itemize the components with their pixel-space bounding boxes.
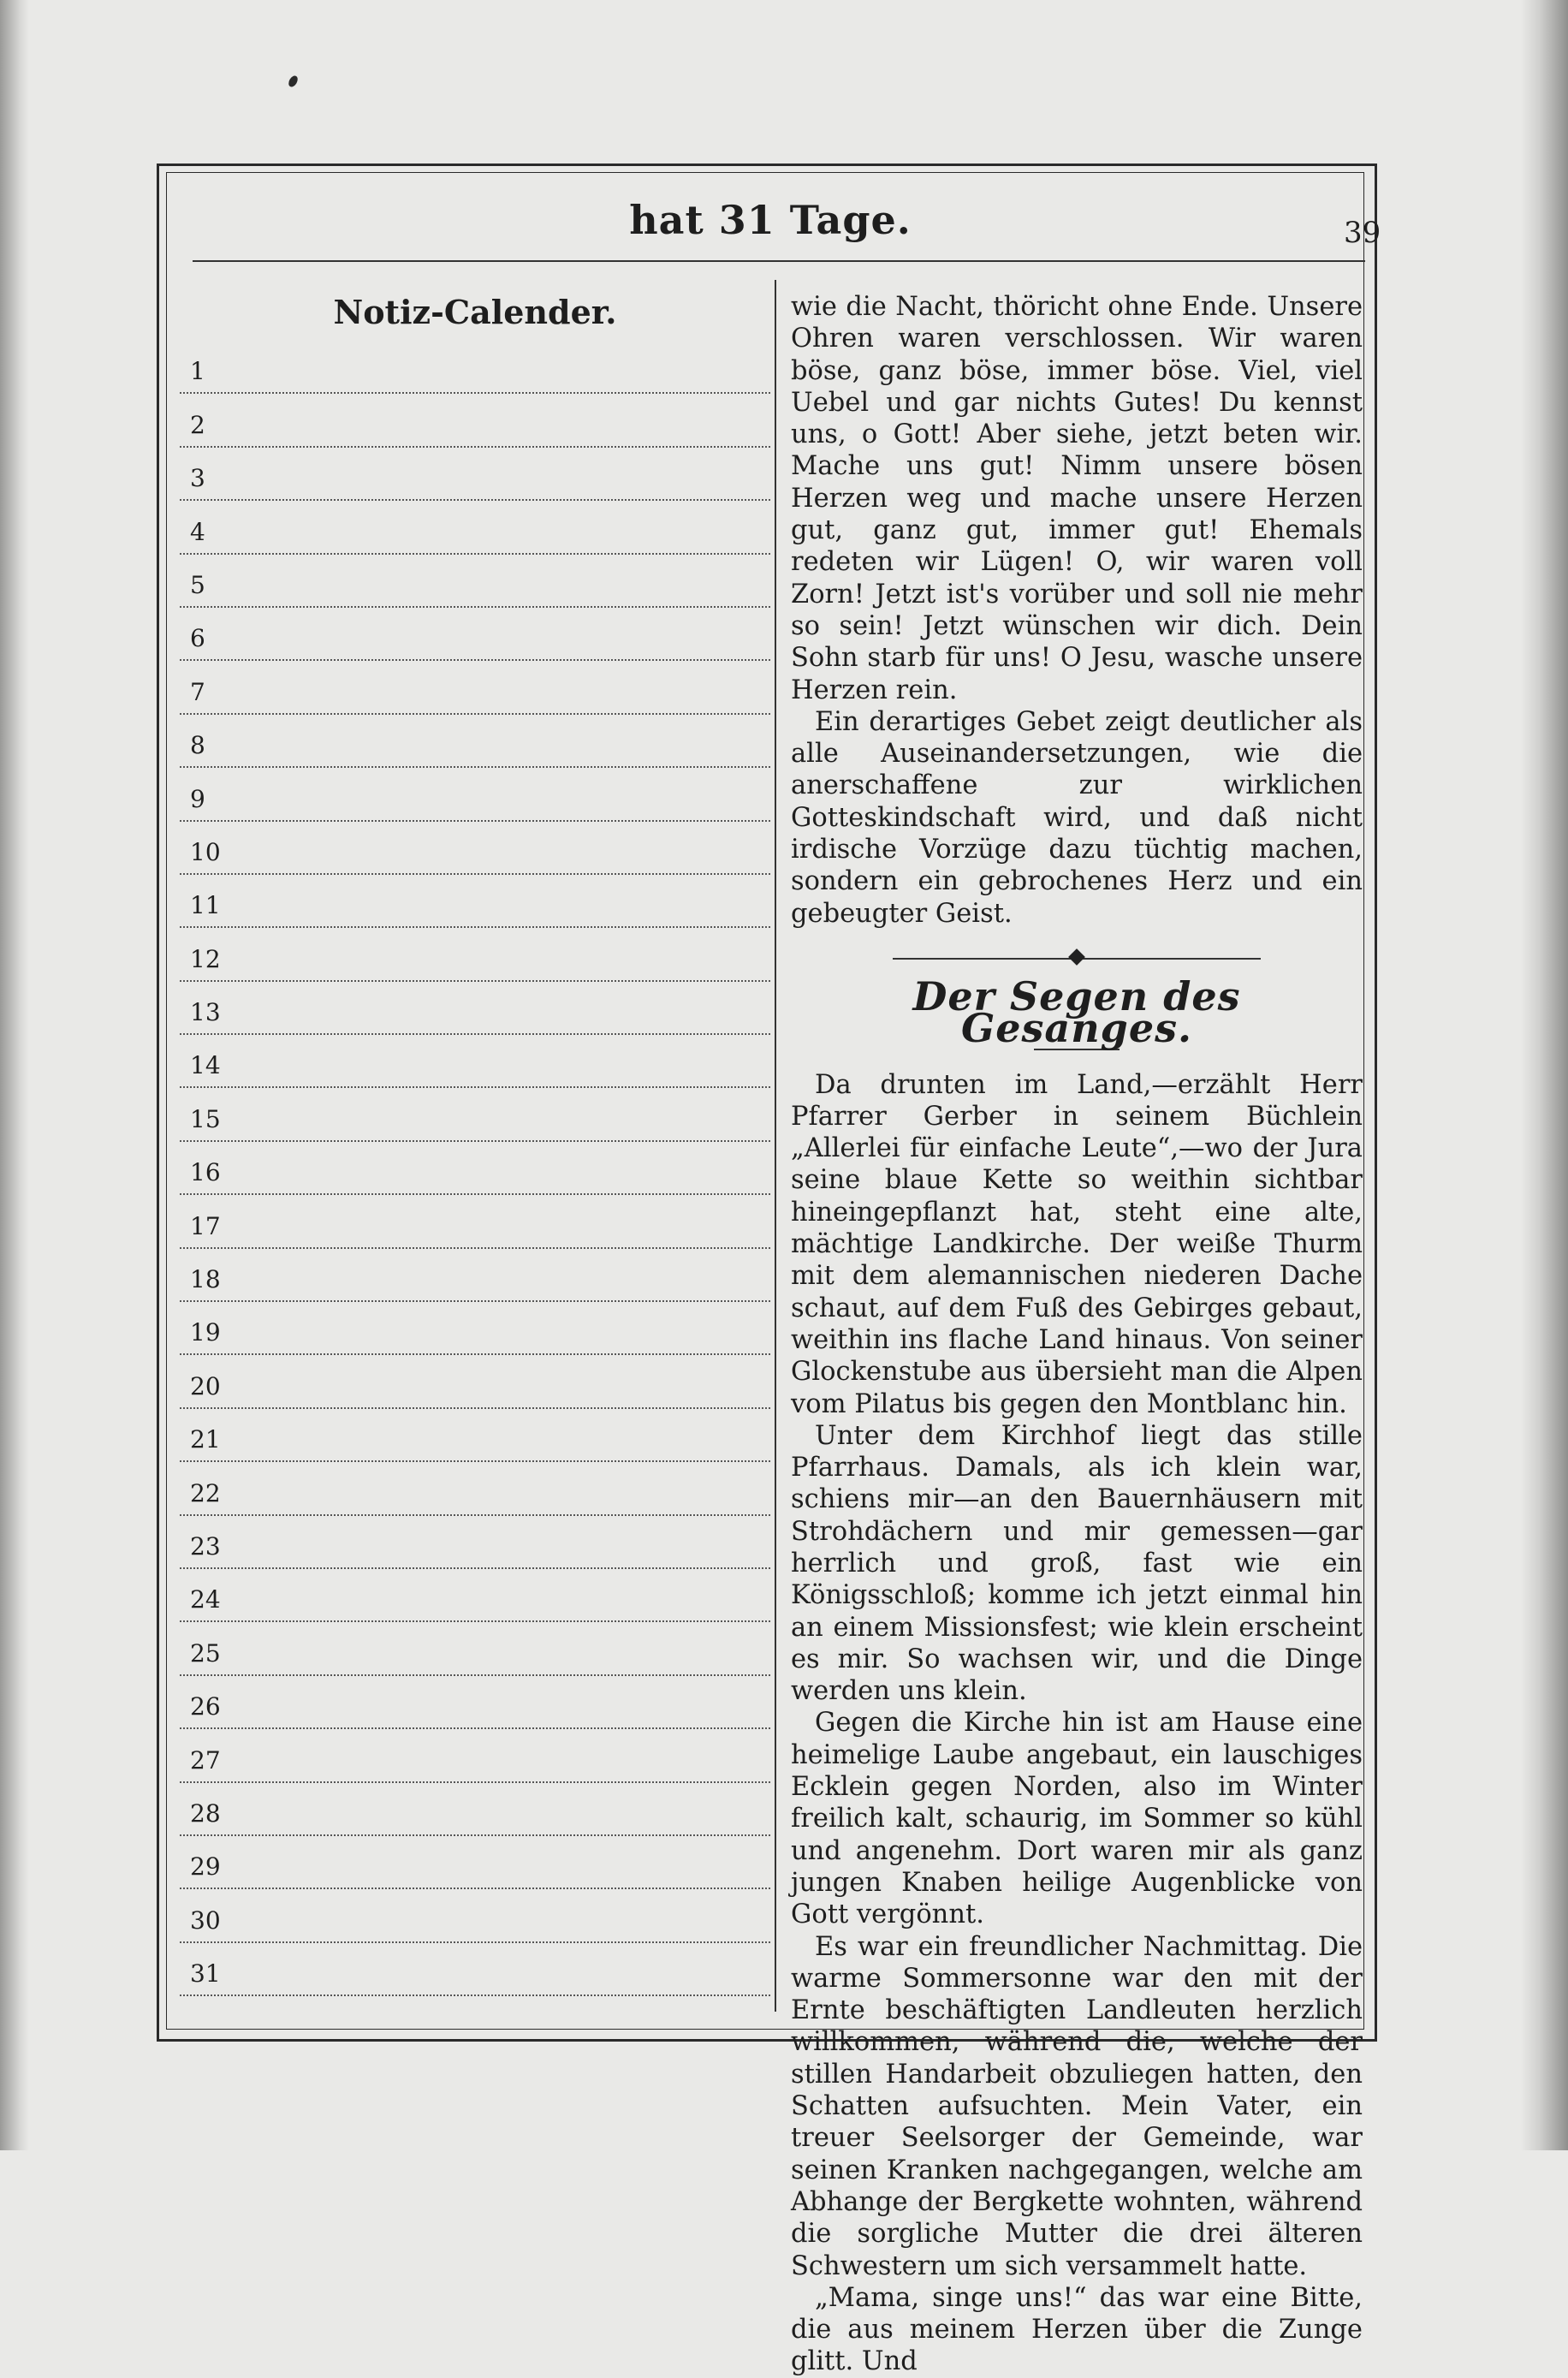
- day-number: 7: [190, 677, 205, 706]
- day-number: 8: [190, 731, 205, 760]
- day-row: [180, 1889, 770, 1942]
- day-number: 25: [190, 1638, 221, 1668]
- day-number: 14: [190, 1051, 221, 1080]
- article-column: [791, 291, 1363, 2378]
- day-row: [180, 1569, 770, 1622]
- day-row: [180, 928, 770, 981]
- day-number: 1: [190, 357, 205, 386]
- day-row: [180, 1035, 770, 1088]
- day-number: 16: [190, 1158, 221, 1187]
- running-head: hat 31 Tage.: [629, 197, 912, 243]
- day-number: 13: [190, 998, 221, 1027]
- day-row: [180, 394, 770, 447]
- day-number: 18: [190, 1265, 221, 1294]
- day-number: 30: [190, 1905, 221, 1935]
- body-paragraph: Gegen die Kirche hin ist am Hause eine heimelige Laube angebaut, ein lauschiges Ecklein gegen Norden, also im Winter freilich kalt, schaurig, im Sommer so kühl und angenehm. Dort waren mir als ganz jungen Knaben heilige Augenblicke von Gott vergönnt.: [791, 1708, 1363, 1930]
- body-paragraph: Unter dem Kirchhof liegt das stille Pfarrhaus. Damals, als ich klein war, schiens mir—an den Bauernhäusern mit Strohdächern und mir gemessen—gar herrlich und groß, fast wie ein Königsschloß; komme ich jetzt einmal hin an einem Missionsfest; wie klein erscheint es mir. So wachsen wir, und die Dinge werden uns klein.: [791, 1420, 1363, 1707]
- day-row: [180, 608, 770, 661]
- day-number: 26: [190, 1692, 221, 1721]
- day-row: [180, 1729, 770, 1782]
- day-row: [180, 1142, 770, 1195]
- day-number: 4: [190, 517, 205, 546]
- day-row: [180, 555, 770, 608]
- day-row: [180, 1088, 770, 1141]
- day-number: 20: [190, 1371, 221, 1400]
- scan-edge-right: [1521, 0, 1568, 2150]
- day-number: 12: [190, 944, 221, 973]
- day-rows: [180, 341, 770, 1996]
- notiz-calendar-heading: Notiz-Calender.: [333, 293, 617, 331]
- day-row: [180, 501, 770, 554]
- page-number: 39: [1344, 216, 1381, 250]
- day-row: [180, 1249, 770, 1302]
- day-row: [180, 875, 770, 928]
- day-number: 29: [190, 1852, 221, 1882]
- day-number: 2: [190, 410, 205, 439]
- day-number: 10: [190, 837, 221, 866]
- day-number: 24: [190, 1585, 221, 1614]
- day-number: 11: [190, 891, 221, 920]
- day-number: 6: [190, 624, 205, 653]
- day-row: [180, 1676, 770, 1729]
- body-paragraph: Da drunten im Land,—erzählt Herr Pfarrer Gerber in seinem Büchlein „Allerlei für einfache Leute“,—wo der Jura seine blaue Kette so weithin sichtbar hineingepflanzt hat, steht eine alte, mächtige Landkirche. Der weiße Thurm mit dem alemannischen niederen Dache schaut, auf dem Fuß des Gebirges gebaut, weithin ins flache Land hinaus. Von seiner Glockenstube aus übersieht man die Alpen vom Pilatus bis gegen den Montblanc hin.: [791, 1069, 1363, 1419]
- day-number: 9: [190, 784, 205, 813]
- ink-speck: [287, 74, 300, 89]
- day-row: [180, 1783, 770, 1836]
- day-number: 27: [190, 1745, 221, 1775]
- day-row: [180, 715, 770, 768]
- day-number: 17: [190, 1211, 221, 1240]
- day-row: [180, 1943, 770, 1996]
- day-row: [180, 1195, 770, 1248]
- body-paragraph: Es war ein freundlicher Nachmittag. Die warme Sommersonne war den mit der Ernte beschäftigten Landleuten herzlich willkommen, während die, welche der stillen Handarbeit obzuliegen hatten, den Schatten aufsuchten. Mein Vater, ein treuer Seelsorger der Gemeinde, war seinen Kranken nachgegangen, welche am Abhange der Bergkette wohnten, während die sorgliche Mutter die drei älteren Schwestern um sich versammelt hatte.: [791, 1931, 1363, 2281]
- day-row: [180, 1836, 770, 1889]
- day-number: 31: [190, 1959, 221, 1989]
- day-row: [180, 768, 770, 821]
- day-row: [180, 1462, 770, 1515]
- day-number: 15: [190, 1104, 221, 1133]
- day-row: [180, 1516, 770, 1569]
- day-row: [180, 661, 770, 714]
- day-row: [180, 1409, 770, 1462]
- body-paragraph: wie die Nacht, thöricht ohne Ende. Unsere Ohren waren verschlossen. Wir waren böse, ganz böse, immer böse. Viel, viel Uebel und gar nichts Gutes! Du kennst uns, o Gott! Aber siehe, jetzt beten wir. Mache uns gut! Nimm unsere bösen Herzen weg und mache unsere Herzen gut, ganz gut, immer gut! Ehemals redeten wir Lügen! O, wir waren voll Zorn! Jetzt ist's vorüber und soll nie mehr so sein! Jetzt wünschen wir dich. Dein Sohn starb für uns! O Jesu, wasche unsere Herzen rein.: [791, 292, 1363, 705]
- day-number: 21: [190, 1425, 221, 1454]
- day-row: [180, 1622, 770, 1675]
- day-row: [180, 822, 770, 875]
- ornamental-rule: [893, 948, 1261, 969]
- diamond-ornament-icon: [1068, 948, 1085, 966]
- notiz-calendar: [180, 282, 770, 1989]
- day-number: 28: [190, 1798, 221, 1828]
- day-row: [180, 448, 770, 501]
- day-row: [180, 1302, 770, 1355]
- scan-edge-left: [0, 0, 29, 2150]
- body-paragraph: „Mama, singe uns!“ das war eine Bitte, die aus meinem Herzen über die Zunge glitt. Und: [791, 2282, 1363, 2377]
- day-number: 23: [190, 1531, 221, 1561]
- day-row: [180, 1355, 770, 1408]
- column-divider: [775, 280, 776, 2012]
- day-number: 3: [190, 464, 205, 493]
- day-number: 5: [190, 570, 205, 599]
- section-title: Der Segen des Gesanges.: [912, 972, 1241, 1052]
- day-number: 22: [190, 1478, 221, 1507]
- body-paragraph: Ein derartiges Gebet zeigt deutlicher als alle Auseinandersetzungen, wie die anerschaffene zur wirklichen Gotteskindschaft wird, und daß nicht irdische Vorzüge dazu tüchtig machen, sondern ein gebrochenes Herz und ein gebeugter Geist.: [791, 706, 1363, 929]
- day-row: [180, 982, 770, 1035]
- day-number: 19: [190, 1318, 221, 1347]
- header-rule: [193, 260, 1365, 262]
- day-row: [180, 341, 770, 394]
